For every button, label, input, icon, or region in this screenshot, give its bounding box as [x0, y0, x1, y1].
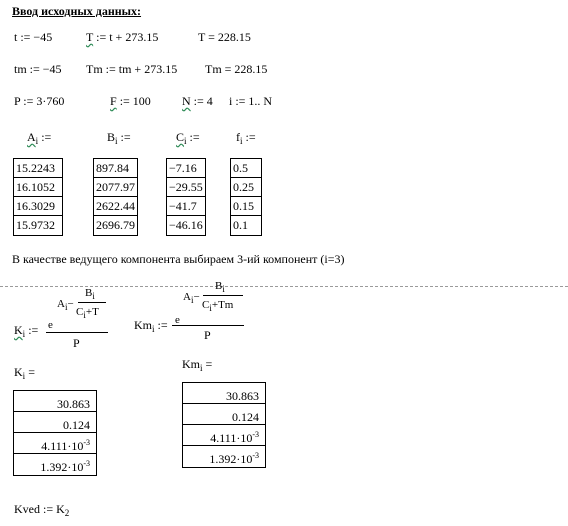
matrix-cell[interactable]: −46.16	[169, 218, 203, 232]
leading-component-note[interactable]: В качестве ведущего компонента выбираем 3-ий компонент (i=3)	[12, 252, 345, 266]
Km-exp-denominator: $C_i+Tm$	[202, 299, 234, 313]
K-exp-minus: −	[67, 298, 74, 310]
K-name: K	[14, 323, 23, 337]
C-matrix-label	[176, 130, 200, 148]
Km-exp-B-name: B	[215, 280, 223, 292]
tm-definition[interactable]: tm := −45	[14, 62, 62, 76]
result-cell[interactable]: 0.124	[14, 412, 96, 433]
K-subscript: i	[22, 329, 26, 339]
f-subscript: i	[240, 136, 243, 146]
K-denominator-P: P	[73, 336, 80, 350]
Km-fraction-bar	[172, 325, 244, 326]
matrix-cell[interactable]: 0.25	[231, 178, 261, 197]
Tm-evaluation[interactable]: Tm = 228.15	[205, 62, 268, 76]
matrix-cell[interactable]: 15.9732	[16, 218, 55, 232]
matrix-cell[interactable]: 2077.97	[94, 178, 137, 197]
matrix-cell[interactable]: 2696.79	[96, 218, 135, 232]
K-result-subscript: i	[22, 371, 26, 381]
Km-exp-plus-Tm: +Tm	[211, 299, 234, 311]
Km-subscript: i	[152, 324, 155, 334]
result-cell[interactable]: $4.111\cdot 10^{-3}$	[14, 433, 96, 454]
Km-result-eq: =	[205, 357, 213, 371]
K-exp-C-name: C	[76, 306, 84, 318]
N-variable: N	[182, 94, 191, 108]
C-assign: :=	[189, 130, 200, 144]
Km-result-matrix[interactable]	[182, 382, 266, 468]
result-cell[interactable]: $4.111\cdot 10^{-3}$	[183, 425, 265, 446]
f-matrix-label	[236, 130, 256, 148]
result-cell[interactable]: $1.392\cdot 10^{-3}$	[209, 451, 259, 466]
K-exp-A-name: A	[57, 298, 65, 310]
matrix-cell[interactable]: 15.2243	[14, 159, 62, 178]
K-result-matrix[interactable]	[13, 390, 97, 476]
Km-exp-A-name: A	[183, 291, 191, 303]
result-cell[interactable]: 0.124	[183, 404, 265, 425]
N-expression: := 4	[193, 94, 213, 108]
Km-exp-A: $A_i-$	[183, 291, 200, 305]
K-result-eq: =	[28, 365, 35, 379]
Km-exp-fraction-bar	[203, 295, 243, 296]
matrix-cell[interactable]: 16.3029	[14, 197, 62, 216]
B-matrix[interactable]	[93, 158, 138, 236]
C-matrix[interactable]	[166, 158, 206, 236]
Km-result-subscript: i	[200, 363, 203, 373]
T-evaluation[interactable]: T = 228.15	[198, 30, 251, 44]
f-matrix[interactable]	[230, 158, 262, 236]
T-definition[interactable]	[86, 30, 158, 44]
K-exp-plus-T: +T	[85, 306, 99, 318]
K-assign: :=	[28, 323, 39, 337]
result-cell[interactable]: 30.863	[183, 383, 265, 404]
K-exp-A: $A_i-$	[57, 298, 74, 312]
matrix-cell[interactable]: 0.15	[231, 197, 261, 216]
K-formula-lhs	[14, 323, 38, 341]
K-exp-denominator: $C_i+T$	[76, 306, 99, 320]
Km-result-label	[182, 357, 212, 375]
B-matrix-label	[107, 130, 131, 148]
K-exp-fraction-bar	[78, 302, 106, 303]
f-name: f	[236, 130, 240, 144]
t-definition[interactable]: t := −45	[14, 30, 53, 44]
Km-formula-lhs	[134, 318, 168, 336]
P-definition[interactable]: P := 3·760	[14, 94, 65, 108]
Km-name: Km	[134, 318, 152, 332]
B-name: B	[107, 130, 116, 144]
A-matrix-label	[27, 130, 51, 148]
C-name: C	[176, 130, 185, 144]
Kved-expression: Kved := K	[14, 502, 65, 516]
range-definition[interactable]: i := 1.. N	[229, 94, 273, 108]
matrix-cell[interactable]: −41.7	[167, 197, 205, 216]
Km-denominator-P: P	[204, 328, 211, 342]
Km-assign: :=	[157, 318, 168, 332]
f-assign: :=	[245, 130, 256, 144]
Km-result-name: Km	[182, 357, 200, 371]
C-subscript: i	[184, 136, 187, 146]
A-subscript: i	[35, 136, 39, 146]
T-expression: := t + 273.15	[96, 30, 159, 44]
matrix-cell[interactable]: −7.16	[167, 159, 205, 178]
A-assign: :=	[41, 130, 52, 144]
matrix-cell[interactable]: 0.5	[231, 159, 261, 178]
Km-exp-minus: −	[193, 291, 200, 303]
matrix-cell[interactable]: 897.84	[94, 159, 137, 178]
result-cell[interactable]: 30.863	[14, 391, 96, 412]
K-result-name: K	[14, 365, 23, 379]
Km-exp-B: $B_i$	[215, 280, 225, 294]
N-definition[interactable]	[182, 94, 213, 108]
Km-exp-base: e	[175, 314, 180, 326]
K-fraction-bar	[46, 332, 108, 333]
Kved-subscript: 2	[64, 508, 70, 518]
B-subscript: i	[115, 136, 118, 146]
A-matrix[interactable]	[13, 158, 63, 236]
Kved-definition[interactable]	[14, 502, 69, 520]
matrix-cell[interactable]: 16.1052	[14, 178, 62, 197]
A-name: A	[27, 130, 36, 144]
section-heading: Ввод исходных данных:	[12, 4, 142, 18]
Km-exp-C-name: C	[202, 299, 210, 311]
B-assign: :=	[120, 130, 131, 144]
F-expression: := 100	[119, 94, 151, 108]
Tm-definition[interactable]: Tm := tm + 273.15	[86, 62, 178, 76]
K-result-label	[14, 365, 35, 383]
K-exp-base: e	[48, 319, 53, 331]
K-exp-B-name: B	[85, 287, 93, 299]
F-variable: F	[110, 94, 117, 108]
T-variable: T	[86, 30, 94, 44]
result-cell[interactable]: $1.392\cdot 10^{-3}$	[40, 459, 90, 474]
F-definition[interactable]	[110, 94, 151, 108]
matrix-cell[interactable]: 0.1	[233, 218, 248, 232]
matrix-cell[interactable]: −29.55	[167, 178, 205, 197]
K-exp-B: $B_i$	[85, 287, 95, 301]
matrix-cell[interactable]: 2622.44	[94, 197, 137, 216]
